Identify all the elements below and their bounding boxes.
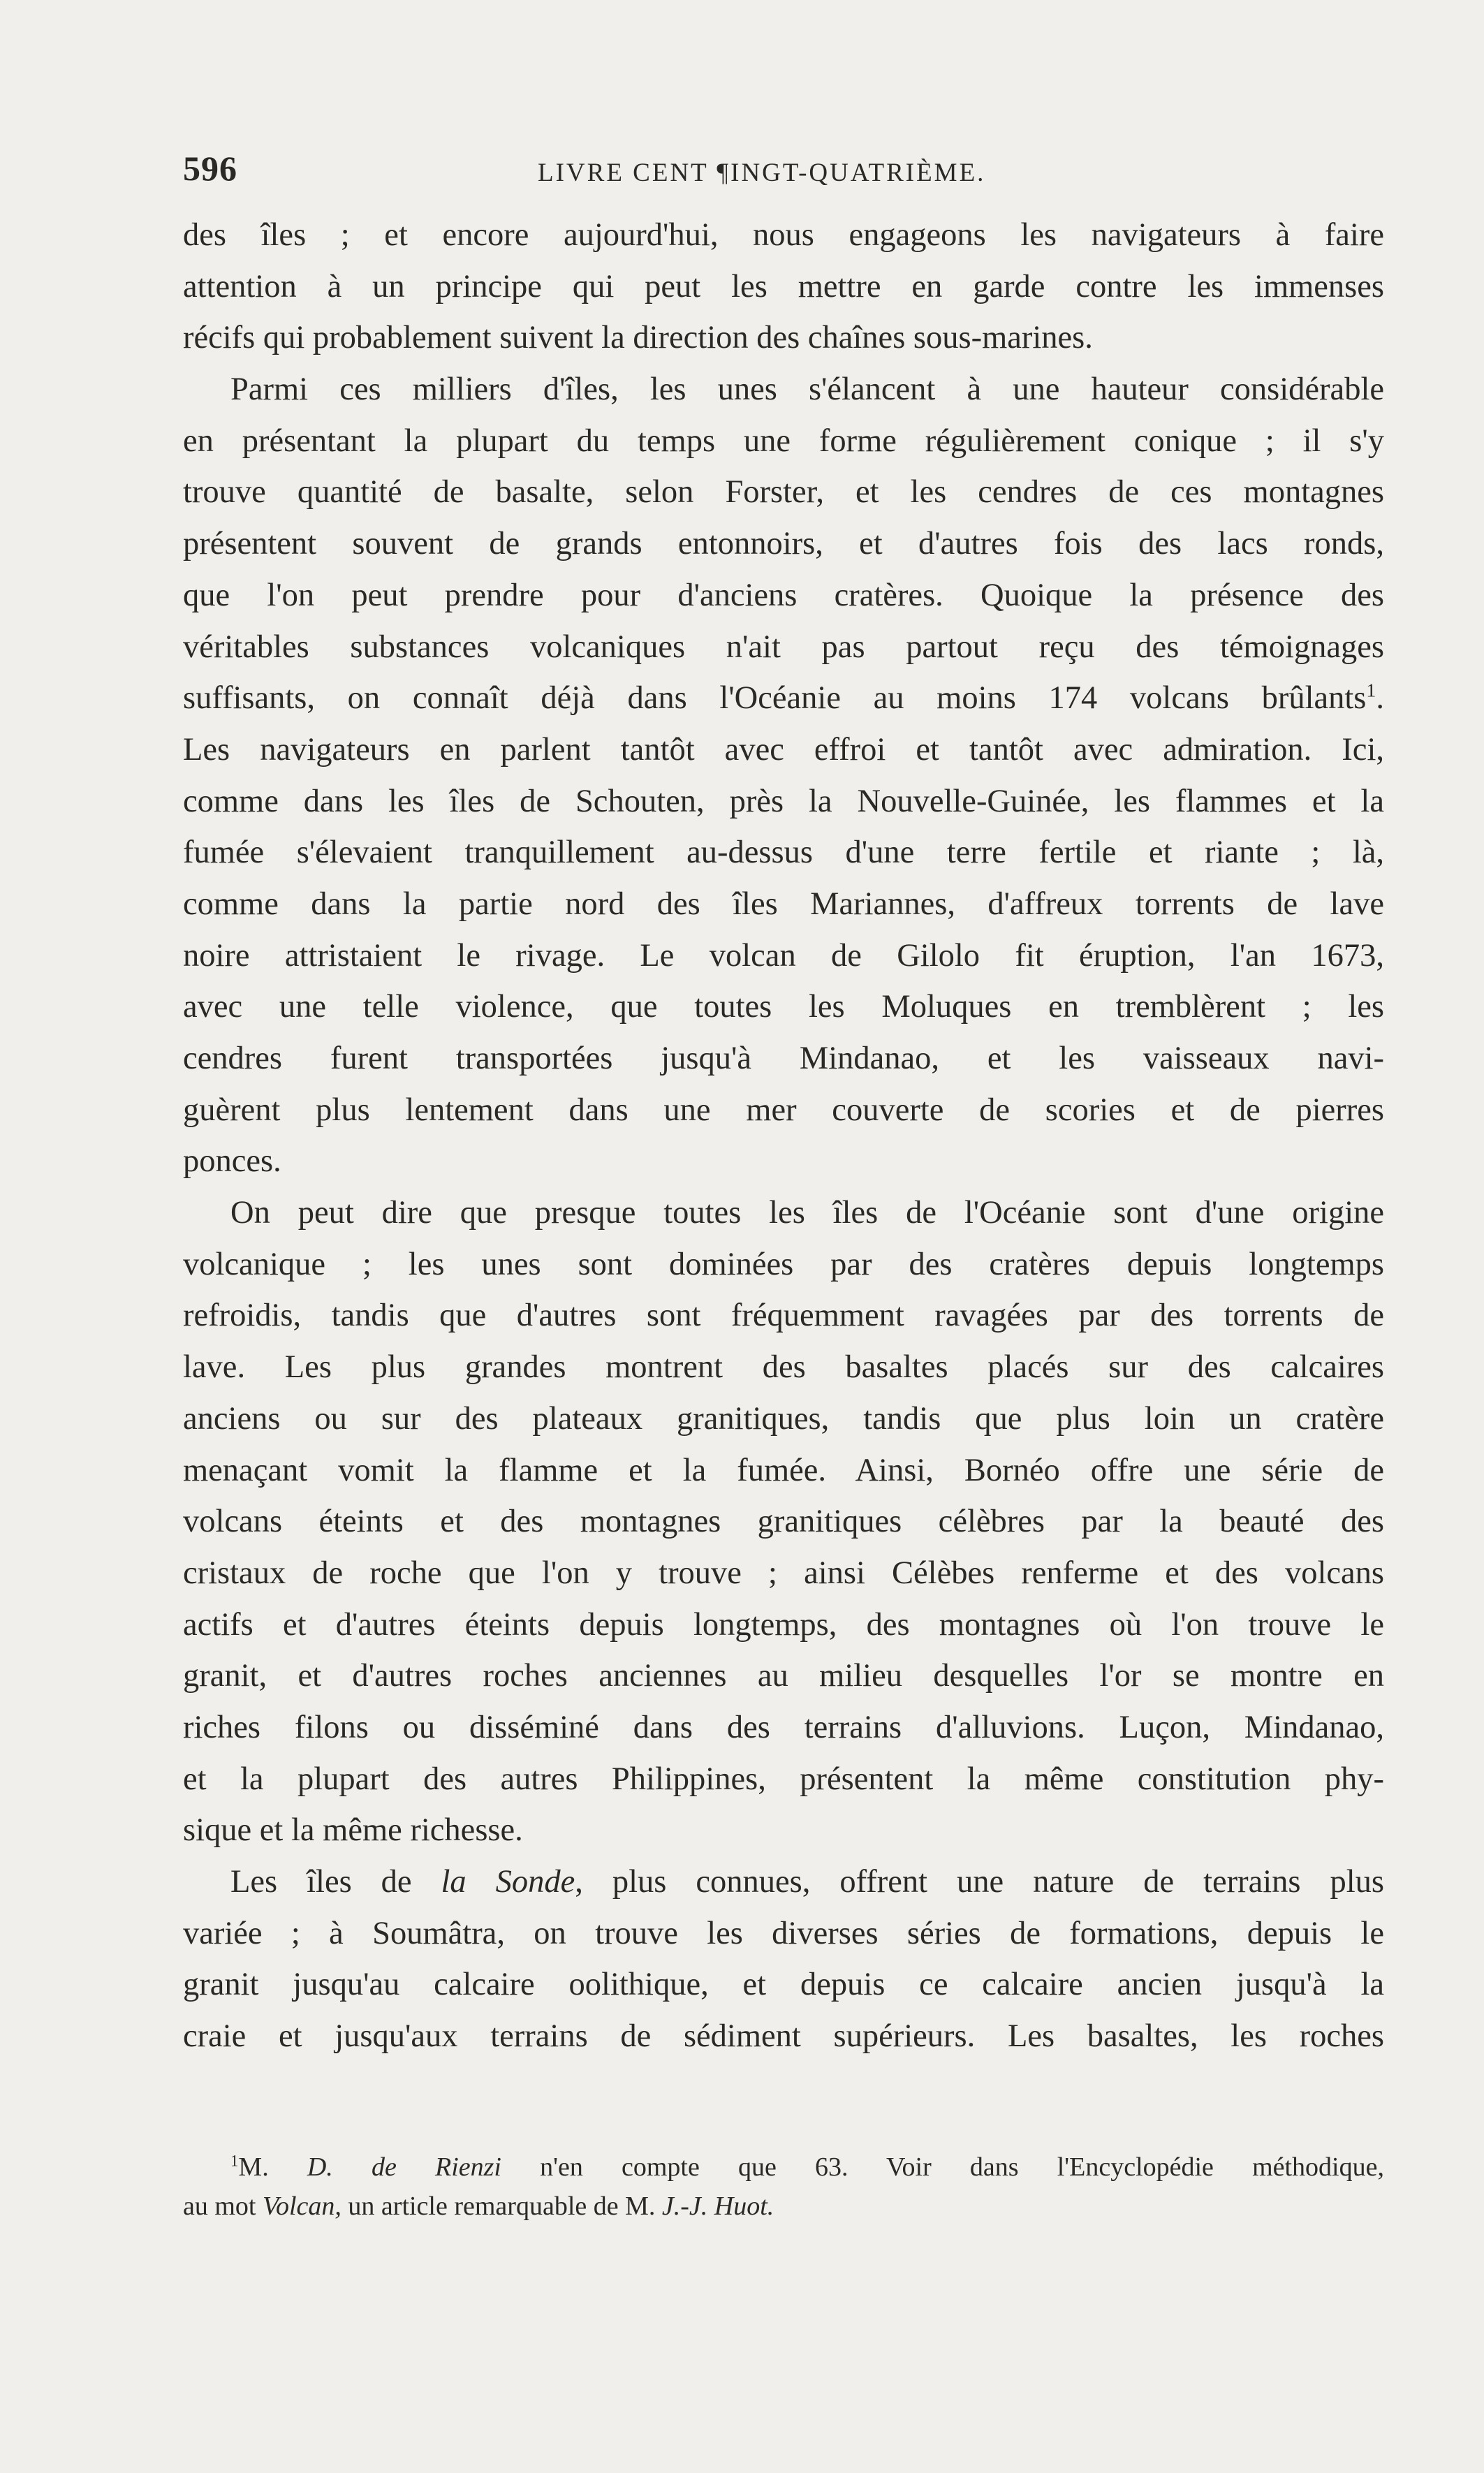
text-segment: Les îles de [230,1864,441,1900]
text-line: sique et la même richesse. [183,1812,523,1849]
italic-term: Volcan, [262,2192,341,2221]
italic-term: D. de Rienzi [307,2152,501,2182]
text-segment: suffisants, on connaît déjà dans l'Océanie au moins 174 volcans brûlants [183,680,1367,717]
text-segment: n'en compte que 63. Voir dans l'Encyclopédie méthodique, [501,2152,1384,2182]
text-line: Les navigateurs en parlent tantôt avec effroi et tantôt avec admiration. Ici, [183,731,1384,768]
running-head: LIVRE CENT ¶INGT-QUATRIÈME. [538,159,986,187]
body-text [183,210,1384,2062]
footnote-ref: 1 [1366,680,1376,702]
text-segment: au mot [183,2192,263,2221]
text-line: avec une telle violence, que toutes les Moluques en tremblèrent ; les [183,989,1384,1025]
footnote-marker: 1 [230,2152,239,2170]
footnote-line [183,2187,1384,2226]
text-line: cendres furent transportées jusqu'à Mindanao, et les vaisseaux navi- [183,1041,1384,1076]
text-line: et la plupart des autres Philippines, présentent la même constitution phy- [183,1761,1384,1797]
text-line: refroidis, tandis que d'autres sont fréquemment ravagées par des torrents de [183,1298,1384,1334]
text-line: craie et jusqu'aux terrains de sédiment supérieurs. Les basaltes, les roches [183,2018,1384,2055]
text-line: granit jusqu'au calcaire oolithique, et depuis ce calcaire ancien jusqu'à la [183,1967,1384,2003]
text-line: riches filons ou disséminé dans des terrains d'alluvions. Luçon, Mindanao, [183,1709,1384,1745]
text-line: ponces. [183,1143,281,1180]
text-line: présentent souvent de grands entonnoirs, et d'autres fois des lacs ronds, [183,526,1384,562]
text-line: On peut dire que presque toutes les îles de l'Océanie sont d'une origine [230,1195,1384,1231]
text-line: volcanique ; les unes sont dominées par des cratères depuis longtemps [183,1246,1384,1282]
text-line: variée ; à Soumâtra, on trouve les diverses séries de formations, depuis le [183,1915,1384,1951]
text-line: comme dans la partie nord des îles Mariannes, d'affreux torrents de lave [183,886,1384,922]
text-line: anciens ou sur des plateaux granitiques, tandis que plus loin un cratère [183,1400,1384,1437]
page-header [183,148,1384,190]
text-line-with-note [183,673,1384,724]
text-line: récifs qui probablement suivent la direction des chaînes sous-marines. [183,320,1093,356]
text-line: menaçant vomit la flamme et la fumée. Ainsi, Bornéo offre une série de [183,1452,1384,1488]
text-line: véritables substances volcaniques n'ait pas partout reçu des témoignages [183,629,1384,665]
text-line: guèrent plus lentement dans une mer couverte de scories et de pierres [183,1092,1384,1128]
text-line: lave. Les plus grandes montrent des basaltes placés sur des calcaires [183,1349,1384,1386]
text-line: granit, et d'autres roches anciennes au milieu desquelles l'or se montre en [183,1658,1384,1694]
text-line: que l'on peut prendre pour d'anciens cratères. Quoique la présence des [183,577,1384,613]
text-line: cristaux de roche que l'on y trouve ; ainsi Célèbes renferme et des volcans [183,1555,1384,1591]
text-segment: . [1376,680,1384,717]
text-line: trouve quantité de basalte, selon Forster, et les cendres de ces montagnes [183,474,1384,511]
footnotes [183,2148,1384,2226]
footnote-line [183,2148,1384,2187]
text-line: attention à un principe qui peut les mettre en garde contre les immenses [183,268,1384,304]
text-line: volcans éteints et des montagnes granitiques célèbres par la beauté des [183,1504,1384,1540]
page-number: 596 [183,149,237,188]
text-segment: , plus connues, offrent une nature de terrains plus [575,1864,1385,1900]
italic-term: J.-J. Huot. [661,2192,774,2221]
text-line: Parmi ces milliers d'îles, les unes s'élancent à une hauteur considérable [230,372,1384,408]
text-segment: M. [238,2152,307,2182]
italic-term: la Sonde [441,1864,575,1900]
text-line: actifs et d'autres éteints depuis longtemps, des montagnes où l'on trouve le [183,1606,1384,1643]
text-line: des îles ; et encore aujourd'hui, nous engageons les navigateurs à faire [183,217,1384,253]
text-line: fumée s'élevaient tranquillement au-dessus d'une terre fertile et riante ; là, [183,835,1384,871]
text-line-with-italic [183,1856,1384,1908]
text-line: en présentant la plupart du temps une forme régulièrement conique ; il s'y [183,423,1384,459]
text-line: noire attristaient le rivage. Le volcan de Gilolo fit éruption, l'an 1673, [183,937,1384,974]
text-line: comme dans les îles de Schouten, près la Nouvelle-Guinée, les flammes et la [183,783,1384,819]
text-segment: un article remarquable de M. [341,2192,662,2221]
